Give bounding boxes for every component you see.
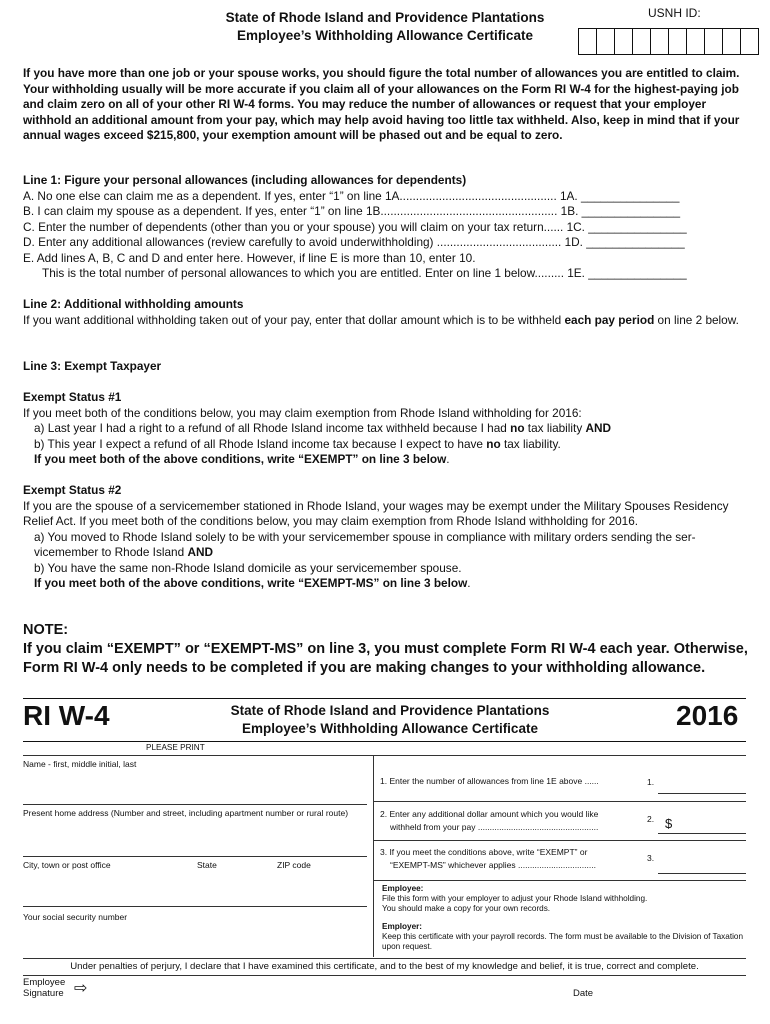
line2-section	[23, 297, 747, 328]
q1-divider	[374, 801, 746, 802]
perjury-top-line	[23, 958, 746, 959]
state-label: State	[197, 860, 217, 870]
q3-answer-line	[658, 873, 746, 874]
perjury-bottom-line	[23, 975, 746, 976]
instructions-box	[382, 884, 744, 952]
usnh-id-digit-box[interactable]	[597, 29, 615, 54]
line1-e2: This is the total number of personal allowances to which you are entitled. Enter on line 1 below......... 1E. _______________	[42, 266, 687, 280]
usnh-id-digit-box[interactable]	[579, 29, 597, 54]
exempt2-a-and: AND	[187, 545, 213, 559]
form-title	[180, 702, 600, 738]
city-label: City, town or post office	[23, 860, 111, 870]
q2-text-line2: withheld from your pay ...................................................	[390, 822, 599, 832]
address-field-line	[23, 856, 367, 857]
exempt1-section	[23, 390, 747, 468]
usnh-id-digit-box[interactable]	[651, 29, 669, 54]
exempt1-b-pre: b) This year I expect a refund of all Rhode Island income tax because I expect to have	[34, 436, 487, 451]
q1-number: 1.	[647, 777, 655, 787]
usnh-id-digit-box[interactable]	[687, 29, 705, 54]
exempt1-period: .	[446, 452, 450, 466]
form-title-line1: State of Rhode Island and Providence Plantations	[230, 703, 550, 718]
form-body-top-line	[23, 755, 746, 756]
exempt1-conclusion	[23, 452, 747, 468]
exempt2-b: b) You have the same non-Rhode Island domicile as your servicemember spouse.	[34, 560, 462, 575]
exempt1-a	[23, 421, 747, 437]
q3-text-line1: 3. If you meet the conditions above, write “EXEMPT” or	[380, 847, 588, 857]
employer-text: Keep this certificate with your payroll records. The form must be available to the Division of Taxation upon request.	[382, 932, 744, 951]
q3-answer-field[interactable]	[658, 850, 746, 872]
signature-field[interactable]	[100, 978, 520, 998]
line1-c: C. Enter the number of dependents (other than you or your spouse) you will claim on your tax return...... 1C. _______________	[23, 219, 687, 234]
note-text: If you claim “EXEMPT” or “EXEMPT-MS” on line 3, you must complete Form RI W-4 each year. Otherwise, Form RI W-4 only needs to be completed if you are making changes to your withholding allowance.	[23, 641, 748, 676]
signature-label-line2: Signature	[23, 988, 64, 999]
exempt2-a-pre: a) You moved to Rhode Island solely to be with your servicemember spouse in compliance with military orders sending the ser- vicemember to Rhode Island	[34, 529, 696, 559]
exempt1-b	[23, 437, 747, 453]
exempt2-period: .	[467, 576, 471, 590]
column-divider	[373, 756, 374, 957]
name-field[interactable]	[23, 772, 365, 802]
line1-b: B. I can claim my spouse as a dependent. If yes, enter “1” on line 1B...................................................... 1B. _______________	[23, 204, 681, 218]
q3-number: 3.	[647, 853, 655, 863]
exempt1-a-no: no	[510, 421, 525, 435]
q3-text-line2: “EXEMPT-MS” whichever applies .................................	[390, 860, 596, 870]
exempt1-heading: Exempt Status #1	[23, 390, 122, 404]
q1-answer-field[interactable]	[658, 772, 746, 792]
signature-label-line1: Employee	[23, 977, 66, 988]
date-label: Date	[573, 988, 594, 999]
usnh-id-boxes[interactable]	[578, 28, 759, 55]
exempt1-conclusion-text: If you meet both of the above conditions, write “EXEMPT” on line 3 below	[34, 452, 447, 466]
line1-heading: Line 1: Figure your personal allowances (including allowances for dependents)	[23, 173, 467, 187]
note-section	[23, 621, 758, 678]
q2-number: 2.	[647, 814, 655, 824]
line2-heading: Line 2: Additional withholding amounts	[23, 297, 244, 311]
form-code: RI W-4	[23, 700, 110, 731]
exempt1-intro: If you meet both of the conditions below, you may claim exemption from Rhode Island withholding for 2016:	[23, 405, 582, 420]
address-label: Present home address (Number and street, including apartment number or rural route)	[23, 808, 349, 818]
line1-e1: E. Add lines A, B, C and D and enter here. However, if line E is more than 10, enter 10.	[23, 250, 476, 265]
date-field[interactable]	[604, 978, 744, 998]
usnh-id-digit-box[interactable]	[633, 29, 651, 54]
exempt1-a-and: AND	[585, 421, 612, 435]
line1-d: D. Enter any additional allowances (review carefully to avoid underwithholding) ...................................... 1D. _______________	[23, 235, 685, 249]
usnh-id-digit-box[interactable]	[705, 29, 723, 54]
address-field[interactable]	[23, 822, 365, 854]
exempt2-conclusion	[23, 576, 747, 592]
form-year: 2016	[676, 700, 739, 731]
signature-label	[23, 977, 65, 999]
employer-heading: Employer:	[382, 922, 423, 931]
line2-text-post: on line 2 below.	[654, 312, 739, 327]
zip-label: ZIP code	[277, 860, 311, 870]
q2-answer-field[interactable]	[678, 812, 746, 832]
usnh-id-digit-box[interactable]	[669, 29, 687, 54]
q2-dollar-sign: $	[665, 816, 673, 831]
exempt1-b-post: tax liability.	[500, 436, 561, 451]
city-state-zip-field[interactable]	[23, 872, 365, 904]
usnh-id-digit-box[interactable]	[723, 29, 741, 54]
perjury-statement: Under penalties of perjury, I declare that I have examined this certificate, and to the best of my knowledge and belief, it is true, correct and complete.	[70, 961, 699, 972]
exempt2-section	[23, 483, 747, 592]
line2-text-pre: If you want additional withholding taken out of your pay, enter that dollar amount which is to be withheld	[23, 312, 565, 327]
q1-answer-line	[658, 793, 746, 794]
q2-text-line1: 2. Enter any additional dollar amount which you would like	[380, 809, 599, 819]
exempt1-a-pre: a) Last year I had a right to a refund of all Rhode Island income tax withheld because I had	[34, 421, 511, 435]
intro-paragraph: If you have more than one job or your spouse works, you should figure the total number of allowances you are entitled to claim. Your withholding usually will be more accurate if you claim all of your allowances on the Form RI W-4 for the highest-paying job and claim zero on all of your other RI W-4 forms. You may reduce the number of allowances or request that your employer withhold an additional amount from your pay, which may help avoid having too little tax withheld. Also, keep in mind that if your annual wages exceed $215,800, your exemption amount will be phased out and be equal to zero.	[23, 66, 740, 142]
name-label: Name - first, middle initial, last	[23, 759, 137, 769]
q2-divider	[374, 840, 746, 841]
employee-text2: You should make a copy for your own records.	[382, 904, 551, 913]
ssn-label: Your social security number	[23, 912, 128, 922]
form-header-rule	[23, 741, 746, 742]
employee-text1: File this form with your employer to adjust your Rhode Island withholding.	[382, 894, 648, 903]
exempt2-intro: If you are the spouse of a servicemember stationed in Rhode Island, your wages may be exempt under the Military Spouses Residency Relief Act. If you meet both of the conditions below, you may claim exemption from Rhode Island withholding for 2016.	[23, 498, 729, 528]
form-title-line2: Employee’s Withholding Allowance Certificate	[242, 721, 538, 736]
line3-heading: Line 3: Exempt Taxpayer	[23, 359, 162, 373]
header-title-line1: State of Rhode Island and Providence Plantations	[225, 10, 545, 25]
exempt2-heading: Exempt Status #2	[23, 483, 122, 497]
exempt1-a-mid: tax liability	[524, 421, 586, 435]
name-field-line	[23, 804, 367, 805]
employee-heading: Employee:	[382, 884, 424, 893]
q1-text: 1. Enter the number of allowances from line 1E above ......	[380, 776, 599, 786]
q2-answer-line	[658, 833, 746, 834]
usnh-id-label: USNH ID:	[648, 6, 701, 20]
exempt2-a	[23, 530, 747, 561]
q3-divider	[374, 880, 746, 881]
header-title	[160, 9, 610, 45]
note-heading: NOTE:	[23, 622, 69, 638]
arrow-right-icon: ⇨	[74, 980, 88, 997]
ssn-field[interactable]	[23, 924, 365, 956]
please-print-label: PLEASE PRINT	[146, 743, 205, 752]
line2-text	[23, 313, 747, 329]
usnh-id-digit-box[interactable]	[741, 29, 758, 54]
usnh-id-digit-box[interactable]	[615, 29, 633, 54]
exempt1-b-no: no	[486, 436, 501, 451]
line1-a: A. No one else can claim me as a dependent. If yes, enter “1” on line 1A................................................ 1A. _______________	[23, 188, 680, 203]
form-top-rule	[23, 698, 746, 699]
city-field-line	[23, 906, 367, 907]
line1-section	[23, 173, 747, 282]
exempt2-conclusion-text: If you meet both of the above conditions, write “EXEMPT-MS” on line 3 below	[34, 576, 468, 590]
line2-text-bold: each pay period	[564, 312, 655, 327]
header-title-line2: Employee’s Withholding Allowance Certificate	[237, 28, 533, 43]
